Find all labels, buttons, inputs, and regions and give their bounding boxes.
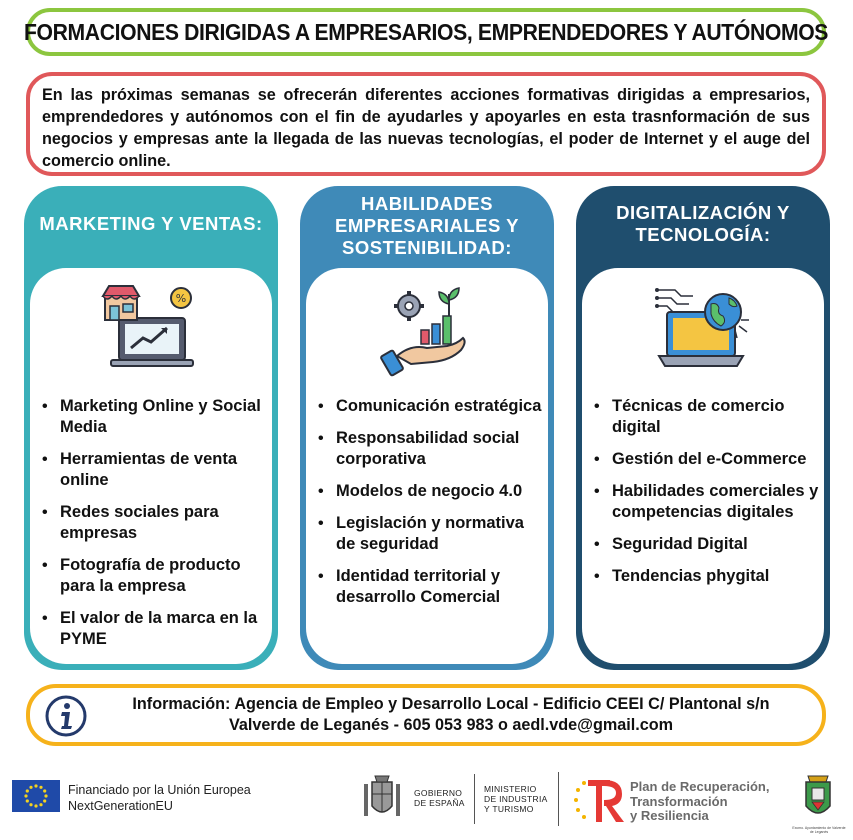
list-item: • Habilidades comerciales y competencias digitales xyxy=(592,481,822,523)
list-item: • Herramientas de venta online xyxy=(40,449,270,491)
gob-line-1: GOBIERNO xyxy=(414,788,463,798)
page-title: FORMACIONES DIRIGIDAS A EMPRESARIOS, EMPRENDEDORES Y AUTÓNOMOS xyxy=(23,18,829,45)
prtr-line-1: Plan de Recuperación, xyxy=(630,779,770,794)
column-digitalizacion xyxy=(576,186,830,670)
info-banner xyxy=(26,684,826,746)
town-crest-caption: Excmo. Ayuntamiento de Valverde de Leganés xyxy=(792,826,846,834)
title-banner xyxy=(23,8,829,56)
min-line-2: DE INDUSTRIA xyxy=(484,794,548,804)
footer-logos xyxy=(0,760,853,840)
info-text xyxy=(90,694,812,736)
prtr-line-3: y Resiliencia xyxy=(630,808,709,823)
column-list xyxy=(40,396,270,661)
list-item: • Técnicas de comercio digital xyxy=(592,396,822,438)
list-item: • Modelos de negocio 4.0 xyxy=(316,481,546,502)
column-list xyxy=(592,396,822,598)
min-line-1: MINISTERIO xyxy=(484,784,537,794)
footer-divider xyxy=(474,774,475,824)
list-item: • Seguridad Digital xyxy=(592,534,822,555)
intro-box xyxy=(26,72,826,176)
list-item: • Legislación y normativa de seguridad xyxy=(316,513,546,555)
info-line-1: Información: Agencia de Empleo y Desarrollo Local - Edificio CEEI C/ Plantonal s/n xyxy=(132,695,770,713)
laptop-globe-icon xyxy=(653,282,753,382)
column-card xyxy=(582,268,824,664)
intro-text: En las próximas semanas se ofrecerán diferentes acciones formativas dirigidas a empresarios, emprendedores y autónomos con el fin de ayudarles y apoyarles en esta trasnformación de sus negocios y empresas ante la llegada de las nuevas tecnologías, el poder de Internet y el auge del comercio online. xyxy=(42,86,810,170)
shop-chart-laptop-icon xyxy=(101,282,201,382)
column-card xyxy=(30,268,272,664)
list-item: • Comunicación estratégica xyxy=(316,396,546,417)
list-item: • Responsabilidad social corporativa xyxy=(316,428,546,470)
column-habilidades xyxy=(300,186,554,670)
svg-text:%: % xyxy=(175,292,187,305)
eu-line-2: NextGenerationEU xyxy=(68,799,173,813)
list-item: • Fotografía de producto para la empresa xyxy=(40,555,270,597)
gob-line-2: DE ESPAÑA xyxy=(414,798,465,808)
hand-growth-icon xyxy=(377,282,477,382)
column-header: HABILIDADES EMPRESARIALES Y SOSTENIBILIDAD: xyxy=(335,193,519,258)
info-line-2: Valverde de Leganés - 605 053 983 o aedl.vde@gmail.com xyxy=(228,716,674,734)
column-header: MARKETING Y VENTAS: xyxy=(39,213,263,234)
column-list xyxy=(316,396,546,619)
list-item: • Gestión del e-Commerce xyxy=(592,449,822,470)
spain-coat-of-arms-icon xyxy=(360,774,404,826)
list-item: • Identidad territorial y desarrollo Comercial xyxy=(316,566,546,608)
town-crest-icon xyxy=(798,772,838,824)
eu-flag-icon xyxy=(12,780,60,812)
ministerio-text xyxy=(484,784,548,814)
eu-funding-text xyxy=(68,782,251,814)
list-item: • Redes sociales para empresas xyxy=(40,502,270,544)
prtr-line-2: Transformación xyxy=(630,793,728,809)
list-item: • El valor de la marca en la PYME xyxy=(40,608,270,650)
prtr-logo-icon xyxy=(570,774,626,826)
list-item: • Tendencias phygital xyxy=(592,566,822,587)
min-line-3: Y TURISMO xyxy=(484,804,534,814)
list-item: • Marketing Online y Social Media xyxy=(40,396,270,438)
column-card xyxy=(306,268,548,664)
prtr-text xyxy=(630,780,769,824)
info-icon xyxy=(44,694,88,738)
footer-divider xyxy=(558,772,559,826)
column-marketing xyxy=(24,186,278,670)
eu-line-1: Financiado por la Unión Europea xyxy=(68,783,251,797)
column-header: DIGITALIZACIÓN Y TECNOLOGÍA: xyxy=(616,202,790,245)
gobierno-text xyxy=(414,788,465,808)
